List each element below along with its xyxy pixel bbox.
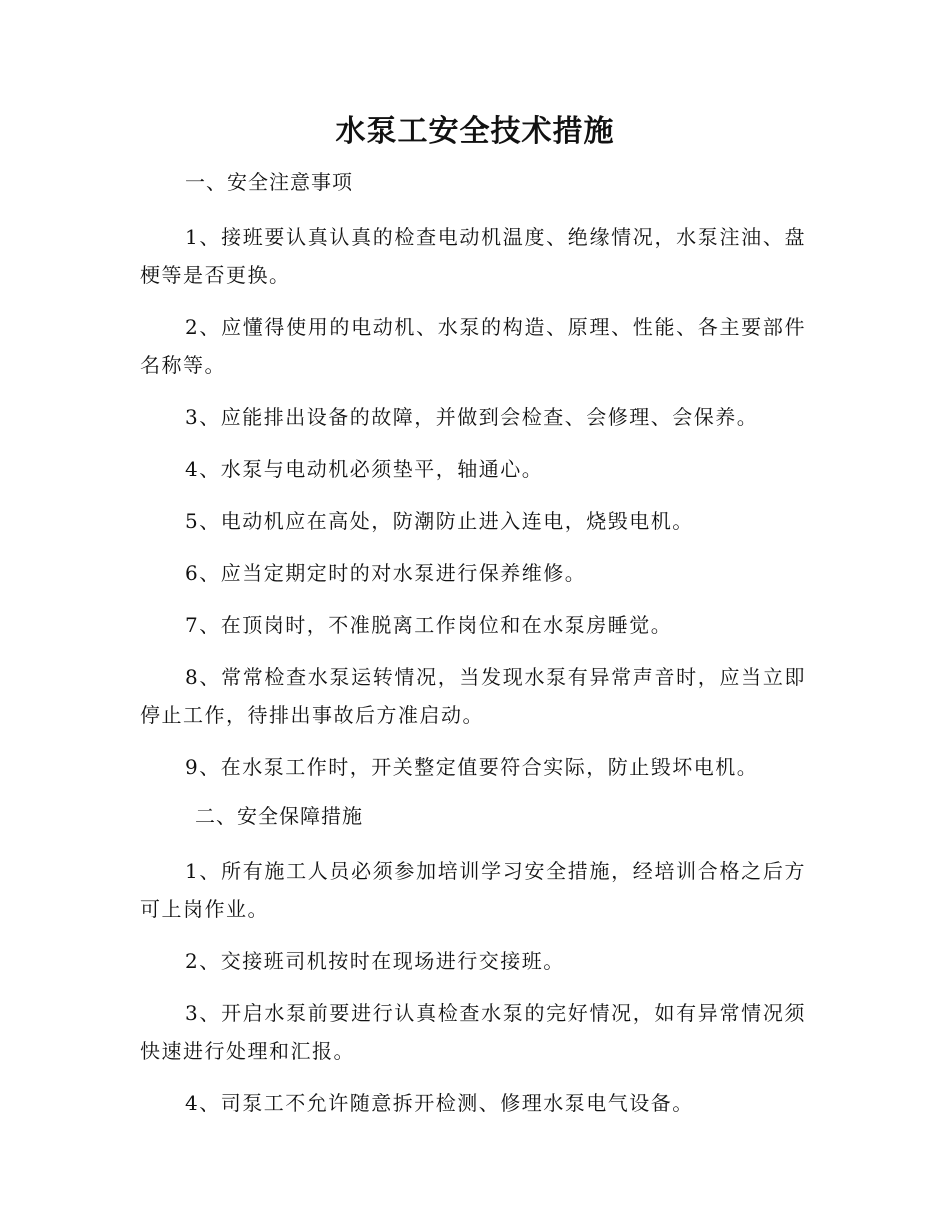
paragraph: 4、司泵工不允许随意拆开检测、修理水泵电气设备。 — [185, 1091, 694, 1115]
document-body — [140, 166, 806, 1136]
paragraph: 3、应能排出设备的故障，并做到会检查、会修理、会保养。 — [185, 405, 759, 429]
paragraph: 1、所有施工人员必须参加培训学习安全措施，经培训合格之后方可上岗作业。 — [140, 859, 806, 921]
paragraph: 3、开启水泵前要进行认真检查水泵的完好情况，如有异常情况须快速进行处理和汇报。 — [140, 1001, 806, 1063]
paragraph: 5、电动机应在高处，防潮防止进入连电，烧毁电机。 — [185, 509, 694, 533]
paragraph: 9、在水泵工作时，开关整定值要符合实际，防止毁坏电机。 — [185, 755, 759, 779]
section-heading-safety-notes: 一、安全注意事项 — [185, 170, 353, 194]
paragraph: 1、接班要认真认真的检查电动机温度、绝缘情况，水泵注油、盘梗等是否更换。 — [140, 225, 806, 287]
paragraph: 4、水泵与电动机必须垫平，轴通心。 — [185, 457, 544, 481]
paragraph: 6、应当定期定时的对水泵进行保养维修。 — [185, 561, 587, 585]
paragraph: 8、常常检查水泵运转情况，当发现水泵有异常声音时，应当立即停止工作，待排出事故后方准启动。 — [140, 665, 806, 727]
paragraph: 7、在顶岗时，不准脱离工作岗位和在水泵房睡觉。 — [185, 613, 673, 637]
paragraph: 2、应懂得使用的电动机、水泵的构造、原理、性能、各主要部件名称等。 — [140, 315, 806, 377]
document-title: 水泵工安全技术措施 — [335, 114, 615, 149]
paragraph: 2、交接班司机按时在现场进行交接班。 — [185, 949, 565, 973]
section-heading-safety-measures: 二、安全保障措施 — [195, 804, 363, 828]
